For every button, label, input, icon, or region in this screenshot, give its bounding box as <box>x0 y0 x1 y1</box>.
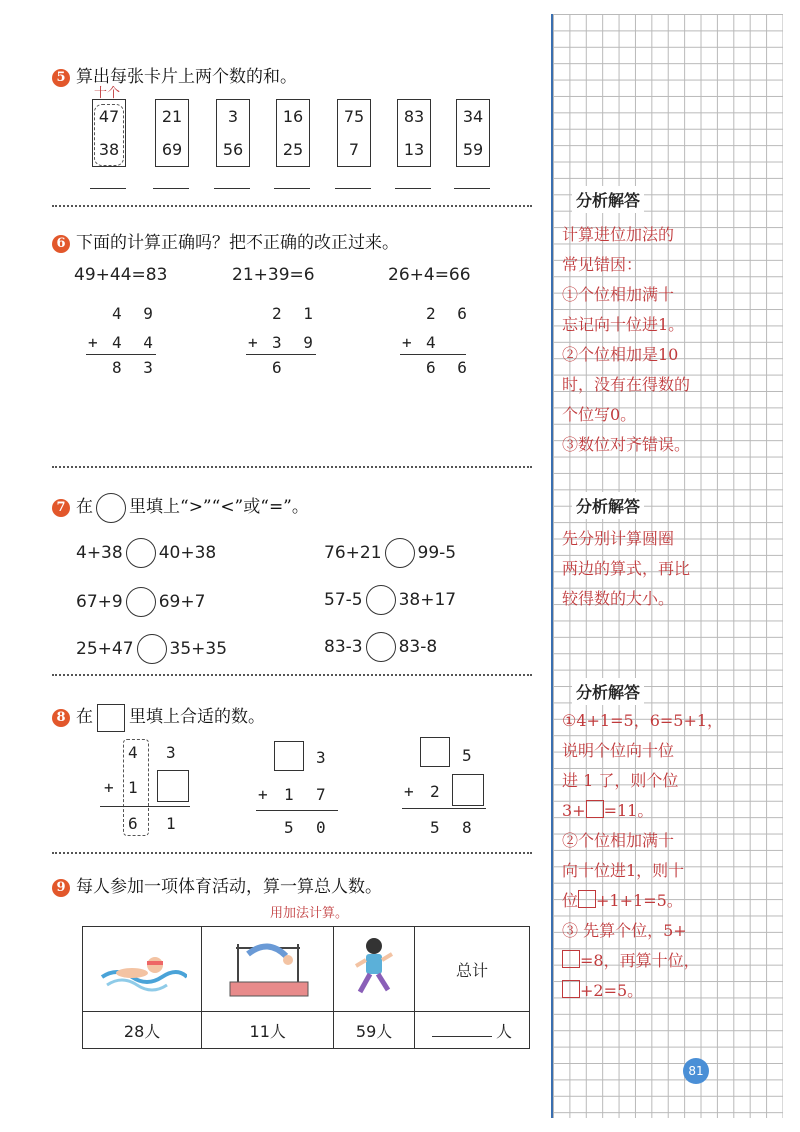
swimmer-icon <box>97 937 187 997</box>
answer-blank[interactable] <box>274 188 310 189</box>
answer-circle[interactable] <box>385 538 415 568</box>
answer-box[interactable] <box>420 737 450 767</box>
q6-title: 6 下面的计算正确吗？把不正确的改正过来。 <box>52 228 399 253</box>
jump-count: 11人 <box>202 1012 334 1049</box>
vertical-rule <box>246 354 316 355</box>
answer-circle[interactable] <box>366 632 396 662</box>
q7-title: 7 在 里填上“>”“<”或“=”。 <box>52 492 309 523</box>
sports-table <box>82 926 530 1049</box>
compare-item: 83-3 83-8 <box>324 632 437 662</box>
section-divider <box>52 674 532 676</box>
answer-blank[interactable] <box>454 188 490 189</box>
vertical-top: 2 1 <box>272 304 319 323</box>
square-icon <box>97 704 125 732</box>
digit: 4 <box>128 743 144 762</box>
digit: 3 <box>166 743 182 762</box>
vertical-result: 8 3 <box>112 358 159 377</box>
vertical-addend: 4 4 <box>112 333 159 352</box>
digit: 7 <box>316 785 332 804</box>
answer-blank[interactable] <box>153 188 189 189</box>
vertical-op: + <box>104 778 120 797</box>
vertical-rule <box>256 810 338 811</box>
section-divider <box>52 852 532 854</box>
vertical-op: + <box>88 333 104 352</box>
analysis-text-3: ①4+1=5，6=5+1， 说明个位向十位 进 1 了，则个位 3+ =11。 ②个位相加满十 向十位进1，则十 位 +1+1=5。 ③ 先算个位，5+ =8，再算十位， +2=5。 <box>562 711 724 1000</box>
digit: 5 <box>284 818 300 837</box>
digit: 0 <box>316 818 332 837</box>
swimming-cell <box>83 927 202 1012</box>
vertical-result: 6 6 <box>426 358 473 377</box>
analysis-text-2: 先分别计算圆圈 两边的算式，再比 较得数的大小。 <box>562 529 691 608</box>
digit: 5 <box>462 746 478 765</box>
answer-box[interactable] <box>452 774 484 806</box>
answer-blank[interactable] <box>214 188 250 189</box>
analysis-heading-3: 分析解答 <box>572 678 644 705</box>
analysis-heading-1: 分析解答 <box>572 186 644 213</box>
circle-icon <box>96 493 126 523</box>
vertical-top: 2 6 <box>426 304 473 323</box>
vertical-rule <box>86 354 156 355</box>
vertical-rule <box>100 806 190 807</box>
q9-title: 9 每人参加一项体育活动，算一算总人数。 <box>52 872 382 897</box>
digit: 8 <box>462 818 478 837</box>
analysis-text-1: 计算进位加法的 常见错因： ①个位相加满十 忘记向十位进1。 ②个位相加是10 时，没有在得数的 个位写0。 ③数位对齐错误。 <box>562 225 691 454</box>
high-jump-icon <box>218 934 318 1000</box>
high-jump-cell <box>202 927 334 1012</box>
card-5: 75 7 <box>337 99 371 167</box>
answer-blank[interactable] <box>335 188 371 189</box>
runner-icon <box>344 932 404 1002</box>
card-1: 47 38 <box>92 99 126 167</box>
answer-circle[interactable] <box>366 585 396 615</box>
q5-title: 5 算出每张卡片上两个数的和。 <box>52 62 297 87</box>
digit: 3 <box>316 748 332 767</box>
vertical-result: 6 <box>272 358 288 377</box>
vertical-top: 4 9 <box>112 304 159 323</box>
card-2: 21 69 <box>155 99 189 167</box>
analysis-heading-2: 分析解答 <box>572 492 644 519</box>
compare-item: 57-5 38+17 <box>324 585 456 615</box>
answer-circle[interactable] <box>137 634 167 664</box>
card-3: 3 56 <box>216 99 250 167</box>
card-7: 34 59 <box>456 99 490 167</box>
q6-equation-3: 26+4=66 <box>388 265 471 285</box>
q6-equation-1: 49+44=83 <box>74 265 168 285</box>
compare-item: 76+21 99-5 <box>324 538 456 568</box>
compare-item: 25+47 35+35 <box>76 634 227 664</box>
digit: 1 <box>128 778 144 797</box>
card-4: 16 25 <box>276 99 310 167</box>
compare-item: 4+38 40+38 <box>76 538 216 568</box>
answer-circle[interactable] <box>126 587 156 617</box>
q6-equation-2: 21+39=6 <box>232 265 315 285</box>
section-divider <box>52 466 532 468</box>
vertical-rule <box>400 354 466 355</box>
digit: 5 <box>430 818 446 837</box>
digit: 2 <box>430 782 446 801</box>
card-6: 83 13 <box>397 99 431 167</box>
total-label: 总计 <box>415 927 530 1012</box>
digit: 1 <box>166 814 182 833</box>
digit: 1 <box>284 785 300 804</box>
answer-box[interactable] <box>274 741 304 771</box>
total-answer-cell[interactable]: 人 <box>415 1012 530 1049</box>
q9-hint: 用加法计算。 <box>270 906 349 921</box>
vertical-op: + <box>248 333 264 352</box>
answer-box[interactable] <box>157 770 189 802</box>
answer-circle[interactable] <box>126 538 156 568</box>
page-number: 81 <box>683 1058 709 1084</box>
swim-count: 28人 <box>83 1012 202 1049</box>
vertical-rule <box>402 808 486 809</box>
vertical-op: + <box>404 782 420 801</box>
vertical-op: + <box>258 785 274 804</box>
compare-item: 67+9 69+7 <box>76 587 205 617</box>
section-divider <box>52 205 532 207</box>
run-count: 59人 <box>334 1012 415 1049</box>
q5-hint: 十个 <box>94 86 121 101</box>
vertical-addend: 3 9 <box>272 333 319 352</box>
digit: 6 <box>128 814 144 833</box>
answer-blank[interactable] <box>90 188 126 189</box>
vertical-addend: 4 <box>426 333 442 352</box>
running-cell <box>334 927 415 1012</box>
q8-title: 8 在 里填上合适的数。 <box>52 702 265 732</box>
vertical-op: + <box>402 333 418 352</box>
answer-blank[interactable] <box>395 188 431 189</box>
